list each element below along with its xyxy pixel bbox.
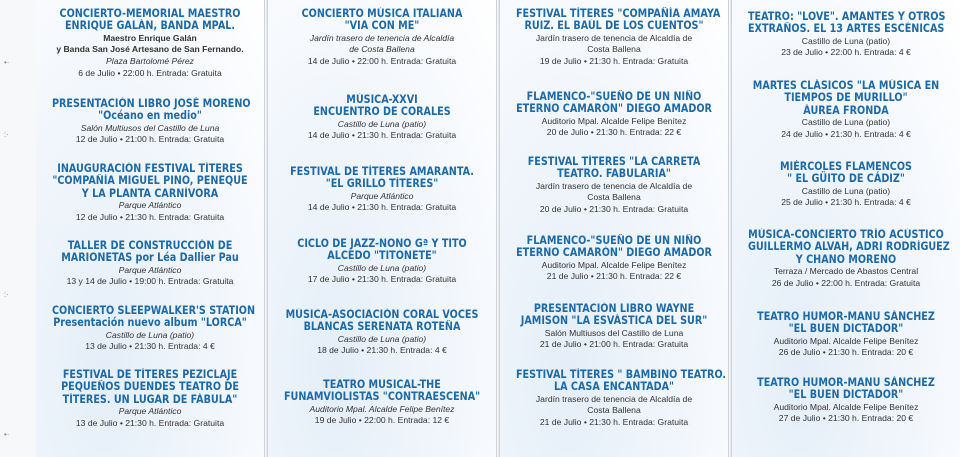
event-block: [36, 98, 264, 146]
event-block: [36, 369, 264, 429]
column-1: [36, 0, 264, 457]
column-4: [732, 0, 960, 457]
event-block: [500, 303, 728, 351]
left-margin-strip: [0, 0, 36, 457]
event-title-line: LA CASA ENCANTADA": [553, 380, 675, 394]
event-block: [500, 235, 728, 283]
event-title-line: Y LA PLANTA CARNÍVORA: [81, 186, 219, 200]
event-detail-line: Jardín trasero de tenencia de Alcaldía de: [535, 393, 693, 404]
event-detail-line: Jardín trasero de tenencia de Alcaldía de: [535, 32, 693, 43]
event-title-line: "EL BUEN DICTADOR": [788, 388, 904, 402]
event-detail-line: 19 de Julio • 22:00 h. Entrada: 12 €: [314, 415, 450, 426]
event-title-line: EXTRAÑOS. EL 13 ARTES ESCÉNICAS: [747, 22, 945, 36]
event-title-line: MÚSICA-ASOCIACIÓN CORAL VOCES: [285, 308, 479, 321]
event-title-line: PEQUEÑOS DUENDES TEATRO DE: [61, 380, 239, 394]
event-detail-line: Parque Atlántico: [118, 264, 182, 275]
event-detail-line: 12 de Julio • 21:30 h. Entrada: Gratuita: [75, 211, 225, 222]
event-title-line: PRESENTACIÓN LIBRO WAYNE: [533, 302, 695, 315]
event-block: [268, 309, 496, 357]
event-detail-line: Salón Multiusos del Castillo de Luna: [544, 327, 684, 338]
event-title-line: PRESENTACIÓN LIBRO JOSÉ MORENO: [51, 97, 251, 110]
event-detail-line: Costa Ballena: [587, 44, 641, 55]
event-title-line: FESTIVAL DE TÍTERES AMARANTA.: [290, 165, 474, 178]
event-detail-line: 14 de Julio • 21:30 h. Entrada: Gratuita: [307, 130, 457, 141]
event-title-line: "VIA CON ME": [344, 19, 420, 33]
event-detail-line: Castillo de Luna (patio): [337, 262, 427, 273]
event-title-line: TEATRO: "LOVE". AMANTES Y OTROS: [747, 10, 946, 23]
event-title-line: MARTES CLÁSICOS "LA MÚSICA EN: [752, 79, 940, 92]
event-title-line: CONCIERTO-MEMORIAL MAESTRO: [59, 7, 241, 20]
event-block: [36, 163, 264, 223]
event-title-line: JAMISON "LA ESVÁSTICA DEL SUR": [520, 314, 708, 328]
event-title-line: "COMPAÑÍA MIGUEL PINO, PENEQUE: [52, 174, 248, 188]
event-detail-line: 21 de Julio • 21:30 h. Entrada: 22 €: [546, 271, 682, 282]
event-detail-line: de Costa Ballena: [349, 44, 415, 55]
event-detail-line: Costa Ballena: [587, 405, 641, 416]
event-detail-line: 25 de Julio • 21:30 h. Entrada: 4 €: [781, 197, 911, 208]
event-detail-line: Maestro Enrique Galán: [103, 32, 197, 43]
column-3: [500, 0, 728, 457]
event-detail-line: 13 de Julio • 21:30 h. Entrada: Gratuita: [75, 417, 225, 428]
event-detail-line: Auditorio Mpal. Alcalde Felipe Benítez: [541, 259, 687, 270]
event-title-line: TIEMPOS DE MURILLO": [784, 91, 908, 105]
event-detail-line: Jardín trasero de tenencia de Alcaldía: [309, 32, 455, 43]
event-block: [268, 166, 496, 214]
event-detail-line: Castillo de Luna (patio): [801, 35, 891, 46]
event-detail-line: 18 de Julio • 21:30 h. Entrada: 4 €: [317, 345, 447, 356]
event-title-line: GUILLERMO ALVAH, ADRI RODRÍGUEZ: [747, 240, 950, 254]
event-title-line: FUNAMVIOLISTAS "CONTRAESCENA": [283, 390, 481, 404]
event-title-line: RUIZ. EL BAÚL DE LOS CUENTOS": [524, 19, 704, 33]
event-title-line: TEATRO MUSICAL-THE: [323, 378, 441, 391]
scan-mark: :·: [4, 290, 9, 299]
event-detail-line: Jardín trasero de tenencia de Alcaldía de: [535, 180, 693, 191]
event-title-line: ETERNO CAMARÓN" DIEGO AMADOR: [516, 102, 712, 116]
event-block: [732, 311, 960, 359]
event-title-line: BLANCAS SERENATA ROTEÑA: [303, 320, 461, 334]
event-block: [268, 379, 496, 427]
event-title-line: ÁUREA FRONDA: [803, 103, 889, 117]
event-detail-line: 14 de Julio • 21:30 h. Entrada: Gratuita: [307, 202, 457, 213]
event-detail-line: 14 de Julio • 22:00 h. Entrada: Gratuita: [307, 56, 457, 66]
event-detail-line: Castillo de Luna (patio): [801, 117, 891, 128]
event-title-line: FLAMENCO-"SUEÑO DE UN NIÑO: [526, 234, 702, 247]
event-block: [268, 94, 496, 142]
event-detail-line: 27 de Julio • 21:30 h. Entrada: 20 €: [778, 413, 914, 424]
event-block: [500, 369, 728, 429]
event-title-line: MÚSICA-XXVI: [346, 93, 418, 106]
event-detail-line: Castillo de Luna (patio): [337, 333, 427, 344]
event-detail-line: 21 de Julio • 21:30 h. Entrada: Gratuita: [539, 417, 689, 427]
event-block: [500, 8, 728, 68]
event-detail-line: 13 de Julio • 21:30 h. Entrada: 4 €: [85, 341, 215, 352]
event-title-line: FESTIVAL TÍTERES "COMPAÑÍA AMAYA: [515, 7, 721, 20]
event-block: [268, 238, 496, 286]
event-detail-line: Castillo de Luna (patio): [337, 118, 427, 129]
scan-mark: :·: [4, 130, 9, 139]
event-title-line: FESTIVAL TÍTERES "LA CARRETA: [527, 155, 701, 168]
event-title-line: MARIONETAS por Léa Dallier Pau: [61, 251, 239, 265]
event-title-line: "EL GRILLO TÍTERES": [325, 177, 439, 191]
event-block: [500, 156, 728, 216]
event-title-line: ALCEDO "TITONETE": [327, 249, 437, 263]
event-title-line: FESTIVAL DE TÍTERES PEZICLAJE: [62, 368, 238, 381]
event-block: [732, 11, 960, 59]
event-title-line: " EL GÜITO DE CÁDIZ": [787, 172, 905, 186]
event-title-line: Y CHANO MORENO: [795, 252, 897, 266]
event-title-line: TEATRO HUMOR-MANU SÁNCHEZ: [757, 376, 935, 389]
event-detail-line: Auditorio Mpal. Alcalde Felipe Benítez: [773, 335, 919, 346]
event-title-line: INAUGURACIÓN FESTIVAL TÍTERES: [57, 162, 243, 175]
event-detail-line: Parque Atlántico: [350, 190, 414, 201]
event-title-line: TÍTERES. UN LUGAR DE FÁBULA": [62, 392, 238, 406]
event-detail-line: Salón Multiusos del Castillo de Luna: [80, 122, 220, 133]
event-block: [36, 305, 264, 353]
event-detail-line: 12 de Julio • 21:00 h. Entrada: Gratuita: [75, 134, 225, 145]
event-block: [732, 80, 960, 140]
event-title-line: CICLO DE JAZZ-NONO Gª Y TITO: [297, 237, 467, 250]
event-detail-line: 24 de Julio • 21:30 h. Entrada: 4 €: [781, 128, 911, 139]
column-2: [268, 0, 496, 457]
event-detail-line: 26 de Julio • 21:30 h. Entrada: 20 €: [778, 347, 914, 358]
event-title-line: TEATRO HUMOR-MANU SÁNCHEZ: [757, 310, 935, 323]
event-detail-line: 21 de Julio • 21:00 h. Entrada: Gratuita: [539, 339, 689, 350]
event-detail-line: Parque Atlántico: [118, 200, 182, 211]
event-detail-line: 26 de Julio • 22:00 h. Entrada: Gratuita: [771, 277, 921, 288]
event-detail-line: Castillo de Luna (patio): [105, 329, 195, 340]
event-detail-line: 6 de Julio • 22:00 h. Entrada: Gratuita: [78, 67, 222, 78]
event-title-line: "Océano en medio": [98, 109, 202, 123]
event-title-line: CONCIERTO MÚSICA ITALIANA: [301, 7, 463, 20]
event-title-line: ENCUENTRO DE CORALES: [313, 105, 451, 119]
event-detail-line: 20 de Julio • 21:30 h. Entrada: 22 €: [546, 127, 682, 138]
event-detail-line: Terraza / Mercado de Abastos Central: [773, 266, 919, 277]
event-detail-line: Auditorio Mpal. Alcalde Felipe Benítez: [773, 401, 919, 412]
scan-mark: •·: [4, 430, 10, 439]
event-block: [36, 8, 264, 79]
event-detail-line: Plaza Bartolomé Pérez: [106, 56, 194, 66]
event-detail-line: Auditorio Mpal. Alcalde Felipe Benítez: [541, 115, 687, 126]
event-detail-line: 13 y 14 de Julio • 19:00 h. Entrada: Gratuita: [66, 276, 234, 287]
event-detail-line: 19 de Julio • 21:30 h. Entrada: Gratuita: [539, 56, 689, 66]
event-detail-line: Auditorio Mpal. Alcalde Felipe Benítez: [309, 403, 455, 414]
scan-mark: •·: [4, 58, 10, 67]
event-detail-line: 23 de Julio • 22:00 h. Entrada: 4 €: [781, 47, 911, 58]
event-title-line: MÚSICA-CONCIERTO TRÍO ACÚSTICO: [748, 228, 944, 241]
event-block: [36, 240, 264, 288]
event-title-line: CONCIERTO SLEEPWALKER'S STATION: [51, 304, 256, 317]
event-detail-line: 17 de Julio • 21:30 h. Entrada: Gratuita: [307, 274, 457, 285]
event-title-line: "EL BUEN DICTADOR": [788, 322, 904, 336]
event-title-line: TEATRO. FABULARIA": [557, 167, 671, 181]
event-block: [732, 229, 960, 289]
event-block: [500, 91, 728, 139]
event-detail-line: Castillo de Luna (patio): [801, 185, 891, 196]
event-title-line: FLAMENCO-"SUEÑO DE UN NIÑO: [526, 90, 702, 103]
event-title-line: Presentación nuevo album "LORCA": [53, 316, 247, 330]
event-block: [268, 8, 496, 68]
event-block: [732, 161, 960, 209]
event-detail-line: Parque Atlántico: [118, 406, 182, 417]
event-title-line: FESTIVAL TÍTERES " BAMBINO TEATRO.: [515, 368, 727, 381]
event-title-line: ETERNO CAMARÓN" DIEGO AMADOR: [516, 246, 712, 260]
event-block: [732, 377, 960, 425]
event-detail-line: Costa Ballena: [587, 192, 641, 203]
event-detail-line: y Banda San José Artesano de San Fernando.: [56, 44, 244, 55]
event-title-line: MIÉRCOLES FLAMENCOS: [780, 160, 912, 173]
event-detail-line: 20 de Julio • 21:30 h. Entrada: Gratuita: [539, 204, 689, 214]
event-title-line: TALLER DE CONSTRUCCIÓN DE: [67, 239, 233, 252]
event-title-line: ENRIQUE GALÁN, BANDA MPAL.: [64, 19, 236, 33]
